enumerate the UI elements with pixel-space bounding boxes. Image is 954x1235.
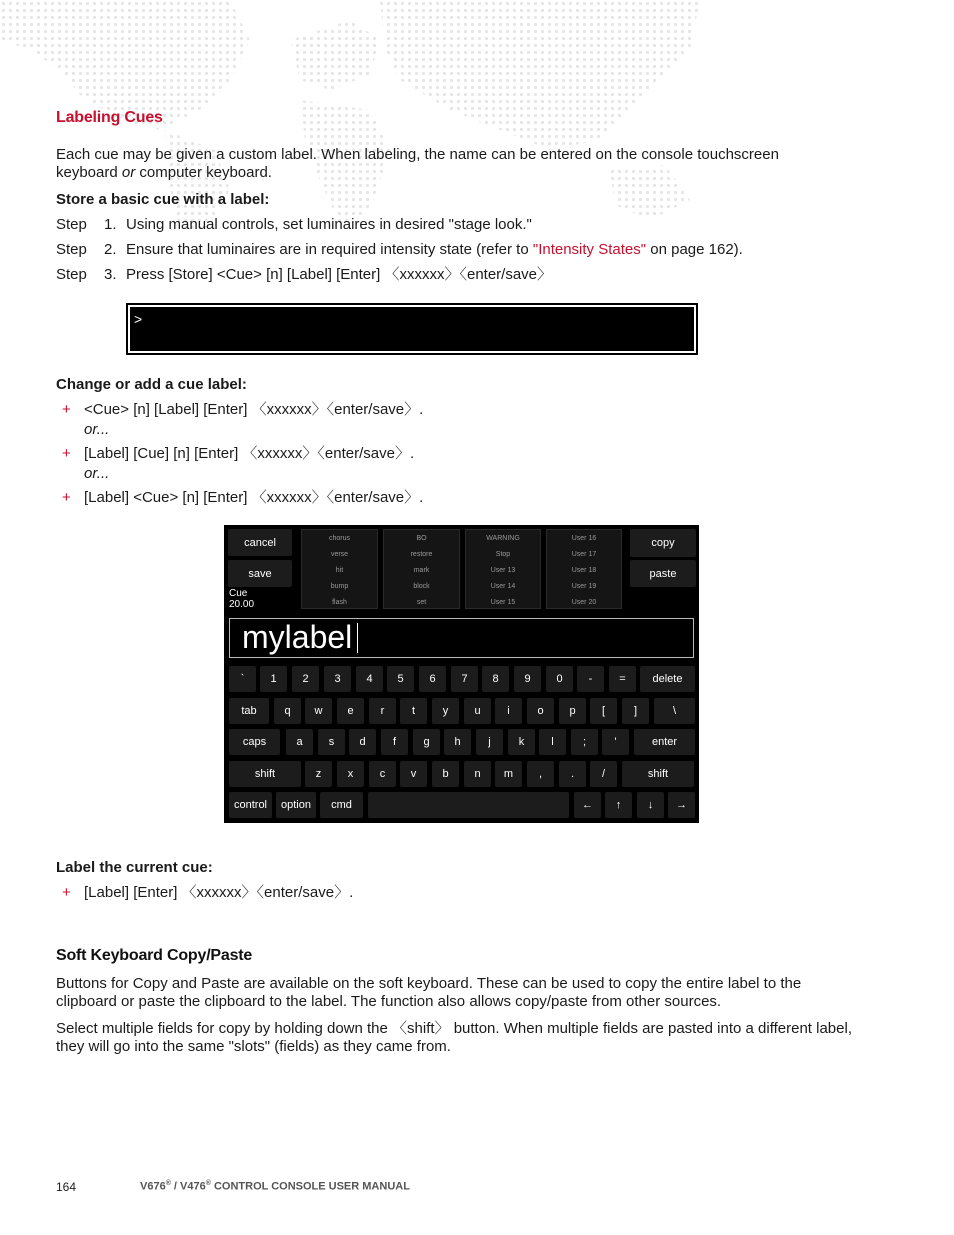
- step-text: [126, 241, 743, 259]
- copy-button[interactable]: copy: [630, 529, 696, 557]
- key-11[interactable]: -: [577, 666, 604, 692]
- category-item[interactable]: verse: [330, 551, 349, 558]
- category-item[interactable]: BO: [416, 535, 427, 542]
- category-item[interactable]: Stop: [495, 551, 511, 558]
- intro-text-keyboard: keyboard: [56, 164, 118, 181]
- key-row2-3[interactable]: e: [337, 698, 364, 724]
- category-item[interactable]: User 13: [490, 567, 516, 574]
- cmd-key[interactable]: cmd: [320, 792, 363, 818]
- footer-manual-title: [140, 1180, 410, 1193]
- step-number: 3.: [104, 266, 117, 283]
- key-row3-4[interactable]: f: [381, 729, 408, 755]
- category-item[interactable]: hit: [335, 567, 344, 574]
- key-row3-8[interactable]: k: [508, 729, 535, 755]
- cue-number: 20.00: [229, 599, 255, 610]
- spacebar-key[interactable]: [368, 792, 569, 818]
- text-line: Buttons for Copy and Paste are available on the soft keyboard. These can be used to copy the entire label to the: [56, 975, 802, 992]
- key-row3-6[interactable]: h: [444, 729, 471, 755]
- label-current-option: [62, 884, 354, 902]
- option-text: [Label] <Cue> [n] [Enter] 〈xxxxxx〉〈enter/save〉.: [84, 489, 424, 506]
- page-number: 164: [56, 1180, 77, 1194]
- step-text-b: on page 162).: [646, 241, 743, 258]
- step-2: [56, 241, 743, 259]
- key-6[interactable]: 6: [419, 666, 446, 692]
- key-row3-7[interactable]: j: [476, 729, 503, 755]
- step-1: [56, 216, 532, 234]
- option-text: [Label] [Enter] 〈xxxxxx〉〈enter/save〉.: [84, 884, 354, 901]
- shift-right-key[interactable]: shift: [622, 761, 694, 787]
- key-row2-2[interactable]: w: [305, 698, 332, 724]
- paste-button[interactable]: paste: [630, 560, 696, 587]
- copy-paste-title: Soft Keyboard Copy/Paste: [56, 947, 253, 964]
- category-item[interactable]: restore: [410, 551, 433, 558]
- key-row3-2[interactable]: s: [318, 729, 345, 755]
- intro-line-1: Each cue may be given a custom label. When labeling, the name can be entered on the console touchscreen: [56, 146, 779, 163]
- key-row2-6[interactable]: y: [432, 698, 459, 724]
- footer-reg-b: ®: [205, 1180, 211, 1187]
- label-input[interactable]: [229, 618, 694, 658]
- label-current-heading: Label the current cue:: [56, 859, 213, 876]
- footer-title-tail: CONTROL CONSOLE USER MANUAL: [210, 1180, 410, 1193]
- key-row2-4[interactable]: r: [369, 698, 396, 724]
- key-row2-12[interactable]: ]: [622, 698, 649, 724]
- key-7[interactable]: 7: [451, 666, 478, 692]
- step-text: Press [Store] <Cue> [n] [Label] [Enter] 〈xxxxxx〉〈enter/save〉: [126, 266, 553, 283]
- save-button[interactable]: save: [228, 560, 292, 587]
- key-row3-5[interactable]: g: [413, 729, 440, 755]
- key-12[interactable]: =: [609, 666, 636, 692]
- key-row4-2[interactable]: x: [337, 761, 364, 787]
- category-item[interactable]: User 20: [571, 599, 597, 606]
- store-heading: Store a basic cue with a label:: [56, 191, 270, 208]
- option-text: [Label] [Cue] [n] [Enter] 〈xxxxxx〉〈enter/save〉.: [84, 445, 415, 462]
- category-item[interactable]: flash: [332, 599, 347, 606]
- intensity-states-link[interactable]: "Intensity States": [532, 241, 647, 258]
- category-item[interactable]: User 19: [571, 583, 597, 590]
- key-row2-7[interactable]: u: [464, 698, 491, 724]
- footer-reg-a: ®: [165, 1180, 171, 1187]
- command-line-display: [126, 303, 698, 355]
- key-row4-1[interactable]: z: [305, 761, 332, 787]
- step-word: Step: [56, 216, 87, 233]
- step-text: Using manual controls, set luminaires in desired "stage look.": [126, 216, 532, 233]
- key-row2-9[interactable]: o: [527, 698, 554, 724]
- category-item[interactable]: User 17: [571, 551, 597, 558]
- arrow-right-key[interactable]: →: [668, 792, 695, 818]
- category-item[interactable]: User 18: [571, 567, 597, 574]
- delete-key[interactable]: delete: [640, 666, 695, 692]
- category-item[interactable]: chorus: [328, 535, 350, 542]
- category-column-3: [465, 529, 541, 609]
- text-line: Select multiple fields for copy by holding down the 〈shift〉 button. When multiple fields are pasted into a different label,: [56, 1020, 852, 1037]
- key-1[interactable]: 1: [260, 666, 287, 692]
- bullet-plus: +: [62, 884, 71, 901]
- text-line: clipboard or paste the clipboard to the label. The function also allows copy/paste from other sources.: [56, 993, 722, 1010]
- key-row3-1[interactable]: a: [286, 729, 313, 755]
- step-word: Step: [56, 266, 87, 283]
- caps-key[interactable]: caps: [229, 729, 280, 755]
- text-line: they will go into the same "slots" (fields) as they came from.: [56, 1038, 451, 1055]
- copy-paste-paragraph-2: [56, 1020, 852, 1056]
- change-option-1: [62, 401, 424, 438]
- category-item[interactable]: User 14: [490, 583, 516, 590]
- key-row4-10[interactable]: /: [590, 761, 617, 787]
- bullet-plus: +: [62, 489, 71, 506]
- category-item[interactable]: User 15: [490, 599, 516, 606]
- category-item[interactable]: bump: [330, 583, 349, 590]
- command-prompt: >: [134, 311, 143, 327]
- or-text: or...: [84, 465, 110, 482]
- key-row3-3[interactable]: d: [349, 729, 376, 755]
- key-9[interactable]: 9: [514, 666, 541, 692]
- key-5[interactable]: 5: [387, 666, 414, 692]
- step-3: [56, 266, 553, 284]
- key-row3-9[interactable]: l: [539, 729, 566, 755]
- key-row2-10[interactable]: p: [559, 698, 586, 724]
- key-row4-6[interactable]: n: [464, 761, 491, 787]
- change-label-heading: Change or add a cue label:: [56, 376, 247, 393]
- key-0[interactable]: `: [229, 666, 256, 692]
- category-item[interactable]: WARNING: [486, 535, 520, 542]
- copy-paste-paragraph-1: [56, 975, 801, 1011]
- footer-model-a: V676: [140, 1180, 166, 1193]
- category-item[interactable]: block: [413, 583, 430, 590]
- step-number: 2.: [104, 241, 117, 258]
- key-row2-8[interactable]: i: [495, 698, 522, 724]
- cue-label: Cue: [229, 588, 248, 599]
- key-row2-1[interactable]: q: [274, 698, 301, 724]
- key-row3-11[interactable]: ': [602, 729, 629, 755]
- option-key[interactable]: option: [276, 792, 316, 818]
- key-3[interactable]: 3: [324, 666, 351, 692]
- key-10[interactable]: 0: [546, 666, 573, 692]
- key-row2-11[interactable]: [: [590, 698, 617, 724]
- soft-keyboard: [224, 525, 699, 823]
- key-row4-5[interactable]: b: [432, 761, 459, 787]
- bullet-plus: +: [62, 401, 71, 418]
- bullet-plus: +: [62, 445, 71, 462]
- section-title: Labeling Cues: [56, 109, 163, 126]
- key-row4-8[interactable]: ,: [527, 761, 554, 787]
- step-number: 1.: [104, 216, 117, 233]
- option-text: <Cue> [n] [Label] [Enter] 〈xxxxxx〉〈enter/save〉.: [84, 401, 424, 418]
- intro-line-2: [56, 164, 779, 182]
- category-item[interactable]: set: [416, 599, 427, 606]
- key-4[interactable]: 4: [356, 666, 383, 692]
- step-text-a: Ensure that luminaires are in required intensity state (refer to: [126, 241, 533, 258]
- key-8[interactable]: 8: [482, 666, 509, 692]
- enter-key[interactable]: enter: [634, 729, 695, 755]
- key-row2-5[interactable]: t: [400, 698, 427, 724]
- intro-or: or: [121, 164, 136, 181]
- category-item[interactable]: mark: [413, 567, 430, 574]
- intro-paragraph: [56, 146, 779, 182]
- intro-text-computer: computer keyboard.: [139, 164, 272, 181]
- arrow-down-key[interactable]: ↓: [637, 792, 664, 818]
- category-column-4: [546, 529, 622, 609]
- text-caret: [357, 623, 358, 653]
- tab-key[interactable]: tab: [229, 698, 269, 724]
- key-row4-7[interactable]: m: [495, 761, 522, 787]
- key-row2-13[interactable]: \: [654, 698, 695, 724]
- arrow-left-key[interactable]: ←: [574, 792, 601, 818]
- arrow-up-key[interactable]: ↑: [605, 792, 632, 818]
- control-key[interactable]: control: [229, 792, 272, 818]
- key-row4-3[interactable]: c: [369, 761, 396, 787]
- label-value: mylabel: [242, 619, 353, 655]
- category-column-2: [383, 529, 460, 609]
- footer-model-b: / V476: [170, 1180, 206, 1193]
- or-text: or...: [84, 421, 110, 438]
- category-item[interactable]: User 16: [571, 535, 597, 542]
- change-option-2: [62, 445, 415, 482]
- key-2[interactable]: 2: [292, 666, 319, 692]
- key-row4-9[interactable]: .: [559, 761, 586, 787]
- shift-left-key[interactable]: shift: [229, 761, 301, 787]
- step-word: Step: [56, 241, 87, 258]
- key-row3-10[interactable]: ;: [571, 729, 598, 755]
- change-option-3: [62, 489, 424, 507]
- cancel-button[interactable]: cancel: [228, 529, 292, 556]
- key-row4-4[interactable]: v: [400, 761, 427, 787]
- category-column-1: [301, 529, 378, 609]
